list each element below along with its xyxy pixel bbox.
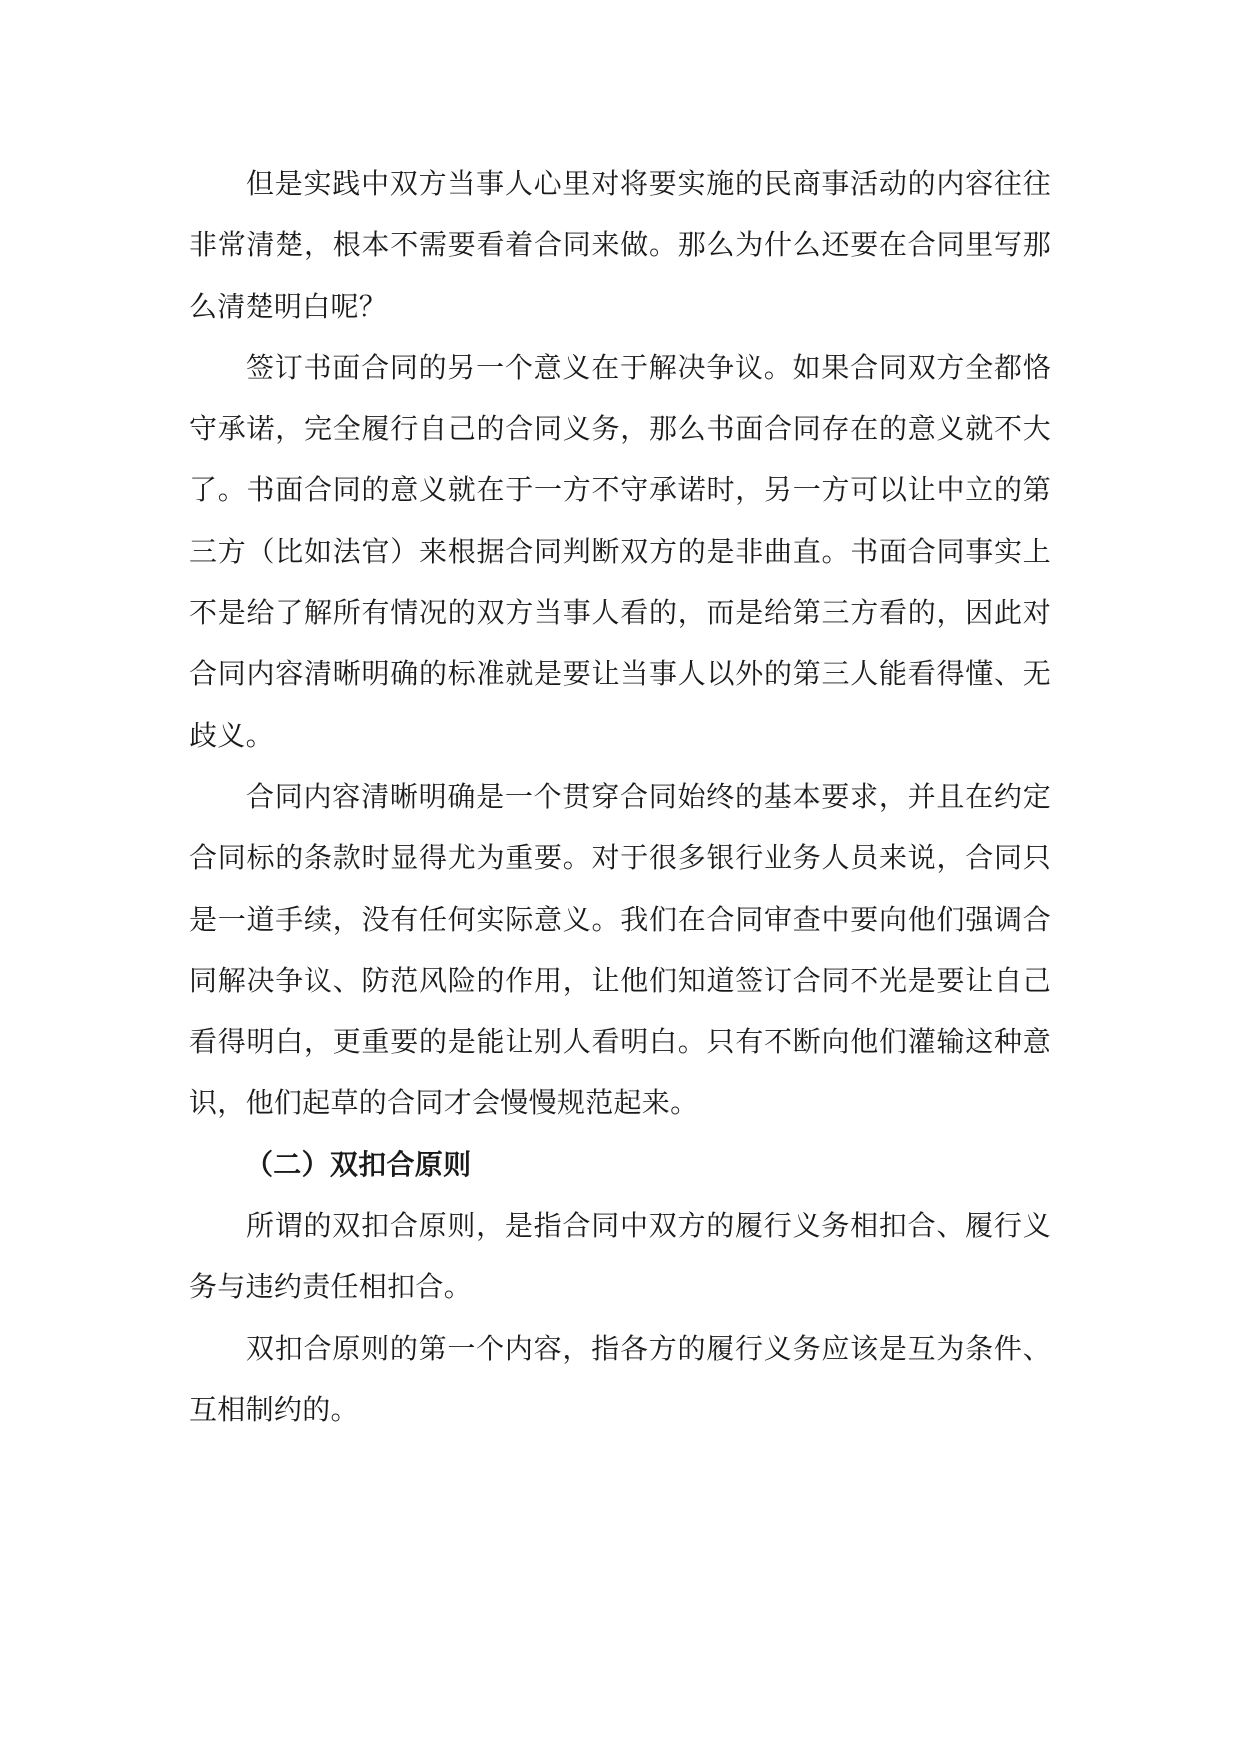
paragraph-5: 双扣合原则的第一个内容，指各方的履行义务应该是互为条件、互相制约的。 [189, 1331, 1051, 1426]
paragraph-1: 但是实践中双方当事人心里对将要实施的民商事活动的内容往往非常清楚，根本不需要看着合同来做。那么为什么还要在合同里写那么清楚明白呢？ [189, 167, 1051, 323]
paragraph-2: 签订书面合同的另一个意义在于解决争议。如果合同双方全都恪守承诺，完全履行自己的合同义务，那么书面合同存在的意义就不大了。书面合同的意义就在于一方不守承诺时，另一方可以让中立的第三方（比如法官）来根据合同判断双方的是非曲直。书面合同事实上不是给了解所有情况的双方当事人看的，而是给第三方看的，因此对合同内容清晰明确的标准就是要让当事人以外的第三人能看得懂、无歧义。 [189, 350, 1051, 752]
section-heading: （二）双扣合原则 [245, 1147, 472, 1181]
document-body [189, 153, 1051, 1440]
paragraph-3: 合同内容清晰明确是一个贯穿合同始终的基本要求，并且在约定合同标的条款时显得尤为重要。对于很多银行业务人员来说，合同只是一道手续，没有任何实际意义。我们在合同审查中要向他们强调合同解决争议、防范风险的作用，让他们知道签订合同不光是要让自己看得明白，更重要的是能让别人看明白。只有不断向他们灌输这种意识，他们起草的合同才会慢慢规范起来。 [189, 779, 1051, 1120]
paragraph-4: 所谓的双扣合原则，是指合同中双方的履行义务相扣合、履行义务与违约责任相扣合。 [189, 1209, 1051, 1304]
